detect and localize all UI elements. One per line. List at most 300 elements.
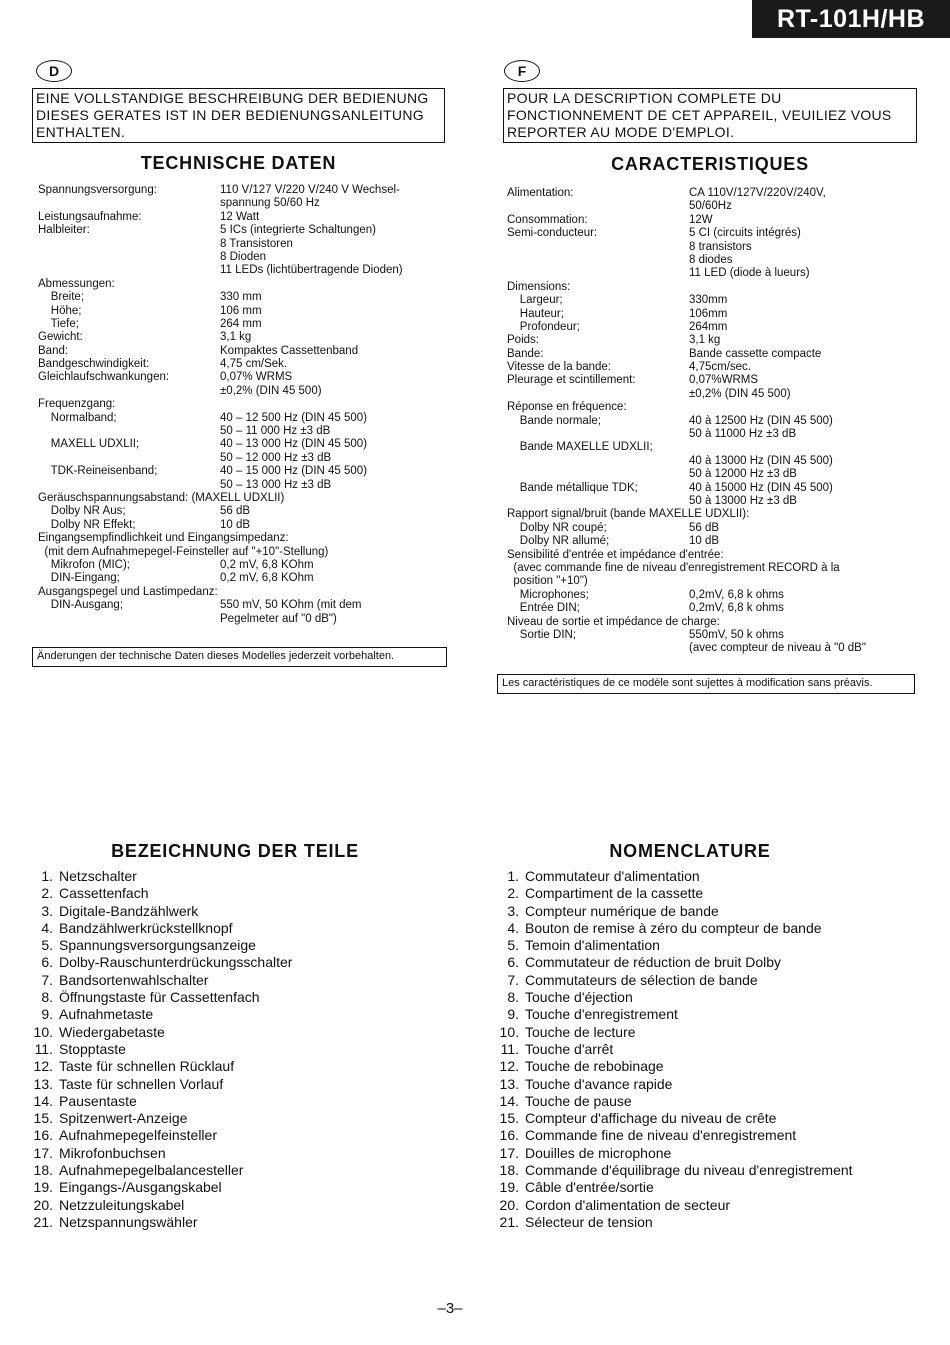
parts-item-label: Bandsortenwahlschalter bbox=[59, 971, 209, 988]
spec-value: 56 dB bbox=[220, 505, 251, 518]
parts-item-number: 21. bbox=[33, 1213, 53, 1230]
fr-specs-list bbox=[507, 187, 917, 656]
spec-value: (avec compteur de niveau à "0 dB" bbox=[689, 642, 866, 655]
parts-list-item bbox=[41, 1006, 419, 1023]
spec-value: 40 à 13000 Hz (DIN 45 500) bbox=[689, 454, 833, 467]
spec-label: DIN-Eingang; bbox=[38, 572, 120, 585]
spec-value: 40 – 13 000 Hz (DIN 45 500) bbox=[220, 438, 368, 451]
spec-label: Tiefe; bbox=[38, 317, 79, 330]
spec-row bbox=[38, 238, 448, 251]
parts-item-number: 16. bbox=[33, 1127, 53, 1144]
parts-item-label: Dolby-Rauschunterdrückungsschalter bbox=[59, 954, 293, 971]
parts-item-label: Netzspannungswähler bbox=[59, 1213, 198, 1230]
spec-label: DIN-Ausgang; bbox=[38, 599, 124, 612]
spec-row bbox=[507, 401, 917, 414]
spec-value: 8 Transistoren bbox=[220, 237, 293, 250]
parts-item-label: Touche de pause bbox=[525, 1092, 632, 1109]
parts-item-label: Taste für schnellen Rücklauf bbox=[59, 1058, 235, 1075]
parts-item-number: 13. bbox=[499, 1075, 519, 1092]
parts-item-label: Sélecteur de tension bbox=[525, 1213, 653, 1230]
spec-value: 5 CI (circuits intégrés) bbox=[689, 227, 801, 240]
parts-item-label: Netzzuleitungskabel bbox=[59, 1196, 185, 1213]
parts-item-number: 3. bbox=[41, 902, 53, 919]
spec-value: 264mm bbox=[689, 320, 728, 333]
spec-row bbox=[38, 345, 448, 358]
parts-list-item bbox=[499, 1196, 915, 1214]
spec-row bbox=[507, 508, 917, 521]
parts-item-label: Spitzenwert-Anzeige bbox=[59, 1110, 188, 1127]
fr-parts-title: NOMENCLATURE bbox=[609, 841, 771, 861]
parts-list-item bbox=[499, 1023, 915, 1041]
parts-item-label: Cordon d'alimentation de secteur bbox=[525, 1196, 731, 1213]
parts-item-label: Compteur numérique de bande bbox=[525, 902, 719, 919]
parts-item-label: Compteur d'affichage du niveau de crête bbox=[525, 1110, 777, 1127]
parts-list-item bbox=[33, 1110, 419, 1127]
spec-value: 4,75 cm/Sek. bbox=[220, 358, 288, 371]
spec-value: 40 – 12 500 Hz (DIN 45 500) bbox=[220, 411, 368, 424]
parts-item-number: 19. bbox=[499, 1179, 519, 1196]
parts-list-item bbox=[33, 1058, 419, 1075]
spec-label: Microphones; bbox=[507, 588, 589, 601]
spec-row bbox=[38, 211, 448, 224]
spec-row bbox=[38, 559, 448, 572]
parts-item-label: Compartiment de la cassette bbox=[525, 885, 704, 902]
spec-row bbox=[38, 546, 448, 559]
spec-row bbox=[507, 200, 917, 213]
spec-value: 5 ICs (integrierte Schaltungen) bbox=[220, 224, 376, 237]
spec-row bbox=[507, 575, 917, 588]
parts-item-number: 14. bbox=[33, 1092, 53, 1109]
spec-label: Eingangsempfindlichkeit und Eingangsimpedanz: bbox=[38, 532, 289, 545]
spec-label: Alimentation: bbox=[507, 187, 574, 199]
spec-value: 330mm bbox=[689, 294, 728, 307]
model-number-banner: RT-101H/HB bbox=[752, 0, 950, 38]
parts-item-label: Commutateur de réduction de bruit Dolby bbox=[525, 954, 782, 971]
spec-row bbox=[38, 479, 448, 492]
parts-item-number: 10. bbox=[33, 1023, 53, 1040]
parts-list-item bbox=[499, 1110, 915, 1127]
parts-list-item bbox=[41, 868, 419, 885]
parts-item-number: 5. bbox=[507, 937, 519, 954]
spec-value: 40 à 15000 Hz (DIN 45 500) bbox=[689, 481, 833, 494]
parts-item-label: Taste für schnellen Vorlauf bbox=[59, 1075, 224, 1092]
spec-label: Breite; bbox=[38, 291, 85, 304]
spec-label: Frequenzgang: bbox=[38, 398, 116, 411]
spec-value: 264 mm bbox=[220, 317, 262, 330]
spec-row bbox=[38, 613, 448, 626]
spec-row bbox=[507, 254, 917, 267]
fr-notice-box: POUR LA DESCRIPTION COMPLETE DU FONCTIONNEMENT DE CET APPAREIL, VEUILIEZ VOUS REPORTER AU MODE D'EMPLOI. bbox=[503, 88, 917, 143]
spec-value: 10 dB bbox=[220, 518, 251, 531]
parts-list-item bbox=[499, 1179, 915, 1196]
spec-value: 3,1 kg bbox=[689, 334, 721, 347]
spec-row bbox=[38, 197, 448, 210]
parts-item-number: 9. bbox=[41, 1006, 53, 1023]
spec-label: (avec commande fine de niveau d'enregistrement RECORD à la bbox=[507, 561, 840, 574]
spec-label: (mit dem Aufnahmepegel-Feinsteller auf "+10"-Stellung) bbox=[38, 545, 329, 558]
parts-list-item bbox=[507, 902, 915, 920]
parts-item-number: 15. bbox=[499, 1110, 519, 1127]
spec-value: 110 V/127 V/220 V/240 V Wechsel- bbox=[220, 184, 400, 196]
parts-item-label: Commande d'équilibrage du niveau d'enregistrement bbox=[525, 1162, 853, 1179]
parts-list-item bbox=[33, 1023, 419, 1041]
parts-list-item bbox=[507, 989, 915, 1006]
parts-item-number: 3. bbox=[507, 902, 519, 919]
spec-row bbox=[38, 412, 448, 425]
spec-row bbox=[38, 438, 448, 451]
spec-label: Gleichlaufschwankungen: bbox=[38, 371, 170, 384]
spec-row bbox=[507, 294, 917, 307]
spec-row bbox=[507, 334, 917, 347]
spec-label: Spannungsversorgung: bbox=[38, 184, 157, 196]
parts-list-item bbox=[33, 1075, 419, 1093]
spec-label: Profondeur; bbox=[507, 320, 580, 333]
spec-row bbox=[38, 465, 448, 478]
language-badge-de: D bbox=[36, 60, 72, 82]
de-parts-list bbox=[33, 868, 419, 1231]
parts-list-item bbox=[41, 954, 419, 971]
spec-row bbox=[38, 371, 448, 384]
spec-row bbox=[507, 468, 917, 481]
spec-row bbox=[507, 227, 917, 240]
language-badge-fr: F bbox=[504, 60, 540, 82]
spec-row bbox=[507, 348, 917, 361]
parts-list-item bbox=[41, 971, 419, 989]
de-specs-list bbox=[38, 184, 448, 626]
spec-row bbox=[507, 642, 917, 655]
spec-label: Consommation: bbox=[507, 213, 588, 226]
parts-item-label: Stopptaste bbox=[59, 1040, 126, 1057]
spec-row bbox=[507, 602, 917, 615]
spec-value: 106mm bbox=[689, 307, 728, 320]
parts-item-number: 17. bbox=[499, 1144, 519, 1161]
spec-row bbox=[507, 281, 917, 294]
spec-row bbox=[507, 549, 917, 562]
parts-item-number: 18. bbox=[499, 1162, 519, 1179]
parts-item-label: Temoin d'alimentation bbox=[525, 937, 660, 954]
spec-value: spannung 50/60 Hz bbox=[220, 197, 320, 210]
parts-list-item bbox=[33, 1179, 419, 1196]
parts-item-number: 14. bbox=[499, 1092, 519, 1109]
spec-value: 10 dB bbox=[689, 535, 720, 548]
spec-value: 12 Watt bbox=[220, 210, 260, 223]
parts-item-number: 1. bbox=[41, 868, 53, 884]
spec-row bbox=[38, 586, 448, 599]
spec-value: 8 Dioden bbox=[220, 250, 267, 263]
spec-label: Geräuschspannungsabstand: (MAXELL UDXLII) bbox=[38, 491, 285, 504]
spec-row bbox=[38, 452, 448, 465]
parts-item-label: Eingangs-/Ausgangskabel bbox=[59, 1179, 222, 1196]
parts-item-number: 21. bbox=[499, 1213, 519, 1230]
fr-parts-list bbox=[499, 868, 915, 1231]
spec-label: Band: bbox=[38, 344, 69, 357]
parts-item-label: Touche d'éjection bbox=[525, 989, 633, 1006]
parts-list-item bbox=[41, 937, 419, 954]
parts-list-item bbox=[499, 1075, 915, 1093]
spec-row bbox=[38, 519, 448, 532]
spec-value: 8 diodes bbox=[689, 253, 733, 266]
spec-row bbox=[38, 318, 448, 331]
spec-value: 50 à 12000 Hz ±3 dB bbox=[689, 468, 797, 481]
parts-list-item bbox=[33, 1213, 419, 1231]
parts-item-label: Spannungsversorgungsanzeige bbox=[59, 937, 256, 954]
spec-value: 0,07% WRMS bbox=[220, 371, 293, 384]
spec-label: Bande MAXELLE UDXLII; bbox=[507, 441, 653, 454]
spec-label: Sortie DIN; bbox=[507, 628, 577, 641]
spec-label: Gewicht: bbox=[38, 331, 83, 344]
spec-value: 0,2 mV, 6,8 KOhm bbox=[220, 572, 314, 585]
parts-item-label: Commutateurs de sélection de bande bbox=[525, 971, 758, 988]
spec-label: Leistungsaufnahme: bbox=[38, 210, 142, 223]
spec-row bbox=[38, 398, 448, 411]
parts-item-number: 12. bbox=[33, 1058, 53, 1075]
spec-label: Dolby NR coupé; bbox=[507, 521, 607, 534]
spec-label: Pleurage et scintillement: bbox=[507, 374, 636, 387]
parts-list-item bbox=[499, 1213, 915, 1231]
spec-value: 50 à 11000 Hz ±3 dB bbox=[689, 428, 797, 441]
parts-item-number: 7. bbox=[507, 971, 519, 988]
parts-item-label: Touche d'avance rapide bbox=[525, 1075, 673, 1092]
spec-value: ±0,2% (DIN 45 500) bbox=[689, 387, 791, 400]
parts-list-item bbox=[499, 1144, 915, 1162]
spec-row bbox=[38, 184, 448, 197]
spec-label: Mikrofon (MIC); bbox=[38, 558, 131, 571]
spec-label: Halbleiter: bbox=[38, 224, 90, 237]
parts-item-label: Bouton de remise à zéro du compteur de bande bbox=[525, 919, 822, 936]
spec-label: Hauteur; bbox=[507, 307, 564, 320]
spec-row bbox=[38, 505, 448, 518]
parts-item-label: Aufnahmetaste bbox=[59, 1006, 154, 1023]
spec-label: Dolby NR Aus; bbox=[38, 505, 126, 518]
spec-row bbox=[38, 492, 448, 505]
spec-value: 330 mm bbox=[220, 291, 262, 304]
spec-label: Niveau de sortie et impédance de charge: bbox=[507, 615, 720, 628]
parts-item-label: Pausentaste bbox=[59, 1092, 137, 1109]
parts-item-label: Wiedergabetaste bbox=[59, 1023, 165, 1040]
parts-list-item bbox=[33, 1127, 419, 1144]
spec-value: 3,1 kg bbox=[220, 331, 252, 344]
spec-value: 50 à 13000 Hz ±3 dB bbox=[689, 494, 797, 507]
parts-list-item bbox=[507, 919, 915, 937]
parts-item-label: Digitale-Bandzählwerk bbox=[59, 902, 199, 919]
spec-value: 8 transistors bbox=[689, 240, 752, 253]
parts-item-label: Touche de lecture bbox=[525, 1023, 636, 1040]
parts-list-item bbox=[499, 1058, 915, 1075]
parts-item-label: Commutateur d'alimentation bbox=[525, 868, 700, 884]
parts-list-item bbox=[41, 885, 419, 902]
parts-item-label: Câble d'entrée/sortie bbox=[525, 1179, 654, 1196]
parts-list-item bbox=[33, 1092, 419, 1110]
parts-item-label: Touche d'arrêt bbox=[525, 1040, 614, 1057]
spec-label: Dimensions: bbox=[507, 280, 571, 293]
parts-item-number: 16. bbox=[499, 1127, 519, 1144]
spec-label: TDK-Reineisenband; bbox=[38, 465, 158, 478]
spec-value: 0,2mV, 6,8 k ohms bbox=[689, 602, 784, 615]
parts-list-item bbox=[33, 1162, 419, 1179]
spec-label: Réponse en fréquence: bbox=[507, 401, 627, 414]
spec-label: Normalband; bbox=[38, 411, 117, 424]
spec-row bbox=[507, 308, 917, 321]
spec-row bbox=[507, 428, 917, 441]
parts-item-label: Aufnahmepegelbalancesteller bbox=[59, 1162, 244, 1179]
parts-item-number: 4. bbox=[41, 919, 53, 936]
parts-item-label: Netzschalter bbox=[59, 868, 137, 884]
parts-item-label: Öffnungstaste für Cassettenfach bbox=[59, 989, 260, 1006]
spec-row bbox=[38, 572, 448, 585]
spec-value: 40 – 15 000 Hz (DIN 45 500) bbox=[220, 465, 368, 478]
spec-value: Kompaktes Cassettenband bbox=[220, 344, 359, 357]
spec-row bbox=[507, 415, 917, 428]
parts-item-number: 5. bbox=[41, 937, 53, 954]
spec-value: 50 – 13 000 Hz ±3 dB bbox=[220, 478, 332, 491]
spec-value: 50/60Hz bbox=[689, 200, 732, 213]
parts-item-number: 17. bbox=[33, 1144, 53, 1161]
spec-label: Bande métallique TDK; bbox=[507, 481, 638, 494]
spec-label: Höhe; bbox=[38, 304, 82, 317]
parts-item-number: 4. bbox=[507, 919, 519, 936]
parts-item-number: 6. bbox=[507, 954, 519, 971]
parts-list-item bbox=[507, 1006, 915, 1023]
spec-label: Dolby NR Effekt; bbox=[38, 518, 136, 531]
spec-row bbox=[38, 224, 448, 237]
spec-row bbox=[38, 599, 448, 612]
parts-list-item bbox=[499, 1092, 915, 1110]
spec-row bbox=[507, 616, 917, 629]
parts-item-number: 11. bbox=[500, 1040, 519, 1057]
parts-list-item bbox=[34, 1040, 419, 1058]
spec-row bbox=[38, 425, 448, 438]
spec-label: Bandgeschwindigkeit: bbox=[38, 358, 150, 371]
spec-value: 0,2 mV, 6,8 KOhm bbox=[220, 558, 314, 571]
spec-value: 550 mV, 50 KOhm (mit dem bbox=[220, 599, 362, 612]
spec-value: CA 110V/127V/220V/240V, bbox=[689, 187, 826, 199]
spec-row bbox=[507, 241, 917, 254]
spec-row bbox=[507, 482, 917, 495]
spec-label: Dolby NR allumé; bbox=[507, 535, 610, 548]
parts-item-label: Cassettenfach bbox=[59, 885, 149, 902]
spec-value: 4,75cm/sec. bbox=[689, 361, 751, 374]
page-number: –3– bbox=[437, 1300, 463, 1317]
spec-row bbox=[507, 455, 917, 468]
parts-item-number: 15. bbox=[33, 1110, 53, 1127]
parts-item-label: Touche d'enregistrement bbox=[525, 1006, 678, 1023]
spec-row bbox=[507, 589, 917, 602]
parts-item-number: 20. bbox=[499, 1196, 519, 1213]
spec-value: 56 dB bbox=[689, 521, 720, 534]
parts-item-label: Touche de rebobinage bbox=[525, 1058, 664, 1075]
parts-item-number: 19. bbox=[33, 1179, 53, 1196]
spec-row bbox=[507, 321, 917, 334]
spec-value: 40 à 12500 Hz (DIN 45 500) bbox=[689, 414, 833, 427]
parts-item-number: 6. bbox=[41, 954, 53, 971]
spec-row bbox=[507, 214, 917, 227]
de-specs-note: Änderungen der technische Daten dieses Modelles jederzeit vorbehalten. bbox=[32, 647, 447, 667]
parts-list-item bbox=[499, 1162, 915, 1179]
parts-item-number: 11. bbox=[34, 1040, 53, 1057]
spec-row bbox=[507, 374, 917, 387]
spec-row bbox=[507, 187, 917, 200]
spec-label: Entrée DIN; bbox=[507, 602, 580, 615]
spec-value: ±0,2% (DIN 45 500) bbox=[220, 384, 322, 397]
spec-label: Bande normale; bbox=[507, 414, 601, 427]
spec-label: MAXELL UDXLII; bbox=[38, 438, 140, 451]
parts-item-label: Mikrofonbuchsen bbox=[59, 1144, 166, 1161]
parts-list-item bbox=[33, 1196, 419, 1214]
spec-value: 11 LEDs (lichtübertragende Dioden) bbox=[220, 264, 403, 277]
spec-value: 0,2mV, 6,8 k ohms bbox=[689, 588, 784, 601]
spec-row bbox=[38, 291, 448, 304]
spec-row bbox=[507, 522, 917, 535]
spec-label: Largeur; bbox=[507, 294, 563, 307]
parts-item-number: 18. bbox=[33, 1162, 53, 1179]
de-notice-box: EINE VOLLSTANDIGE BESCHREIBUNG DER BEDIENUNG DIESES GERATES IST IN DER BEDIENUNGSANLEITUNG ENTHALTEN. bbox=[32, 88, 445, 143]
parts-list-item bbox=[507, 971, 915, 989]
spec-row bbox=[507, 267, 917, 280]
spec-row bbox=[507, 495, 917, 508]
spec-label: Rapport signal/bruit (bande MAXELLE UDXLII): bbox=[507, 508, 750, 521]
spec-label: Vitesse de la bande: bbox=[507, 361, 612, 374]
spec-label: Semi-conducteur: bbox=[507, 227, 598, 240]
de-specs-title: TECHNISCHE DATEN bbox=[140, 153, 337, 173]
spec-row bbox=[38, 385, 448, 398]
parts-item-number: 13. bbox=[33, 1075, 53, 1092]
parts-list-item bbox=[499, 1127, 915, 1144]
spec-row bbox=[507, 361, 917, 374]
parts-item-number: 7. bbox=[41, 971, 53, 988]
parts-list-item bbox=[500, 1040, 915, 1058]
spec-row bbox=[507, 562, 917, 575]
spec-row bbox=[507, 388, 917, 401]
parts-item-label: Douilles de microphone bbox=[525, 1144, 672, 1161]
parts-list-item bbox=[507, 937, 915, 954]
parts-item-number: 2. bbox=[41, 885, 53, 902]
parts-item-label: Bandzählwerkrückstellknopf bbox=[59, 919, 233, 936]
spec-label: Ausgangspegel und Lastimpedanz: bbox=[38, 585, 218, 598]
parts-item-number: 8. bbox=[41, 989, 53, 1006]
fr-specs-note: Les caractéristiques de ce modèle sont sujettes à modification sans préavis. bbox=[497, 674, 915, 694]
parts-item-number: 12. bbox=[499, 1058, 519, 1075]
spec-label: Bande: bbox=[507, 347, 544, 360]
spec-row bbox=[38, 331, 448, 344]
parts-item-number: 2. bbox=[507, 885, 519, 902]
parts-list-item bbox=[41, 919, 419, 937]
spec-value: 12W bbox=[689, 213, 713, 226]
spec-value: 106 mm bbox=[220, 304, 262, 317]
spec-row bbox=[38, 278, 448, 291]
parts-item-number: 9. bbox=[507, 1006, 519, 1023]
spec-row bbox=[38, 251, 448, 264]
parts-item-label: Commande fine de niveau d'enregistrement bbox=[525, 1127, 797, 1144]
parts-item-label: Aufnahmepegelfeinsteller bbox=[59, 1127, 217, 1144]
spec-value: Bande cassette compacte bbox=[689, 347, 822, 360]
parts-item-number: 1. bbox=[507, 868, 519, 884]
spec-value: 50 – 11 000 Hz ±3 dB bbox=[220, 425, 331, 438]
spec-value: 11 LED (diode à lueurs) bbox=[689, 267, 810, 280]
parts-list-item bbox=[507, 885, 915, 902]
spec-row bbox=[38, 532, 448, 545]
fr-specs-title: CARACTERISTIQUES bbox=[611, 154, 809, 174]
spec-row bbox=[38, 358, 448, 371]
parts-list-item bbox=[507, 868, 915, 885]
spec-label: Poids: bbox=[507, 334, 539, 347]
parts-list-item bbox=[41, 902, 419, 920]
spec-row bbox=[507, 629, 917, 642]
spec-row bbox=[38, 305, 448, 318]
spec-label: Sensibilité d'entrée et impédance d'entrée: bbox=[507, 548, 724, 561]
parts-list-item bbox=[507, 954, 915, 971]
spec-value: 0,07%WRMS bbox=[689, 374, 759, 387]
de-parts-title: BEZEICHNUNG DER TEILE bbox=[111, 841, 359, 861]
